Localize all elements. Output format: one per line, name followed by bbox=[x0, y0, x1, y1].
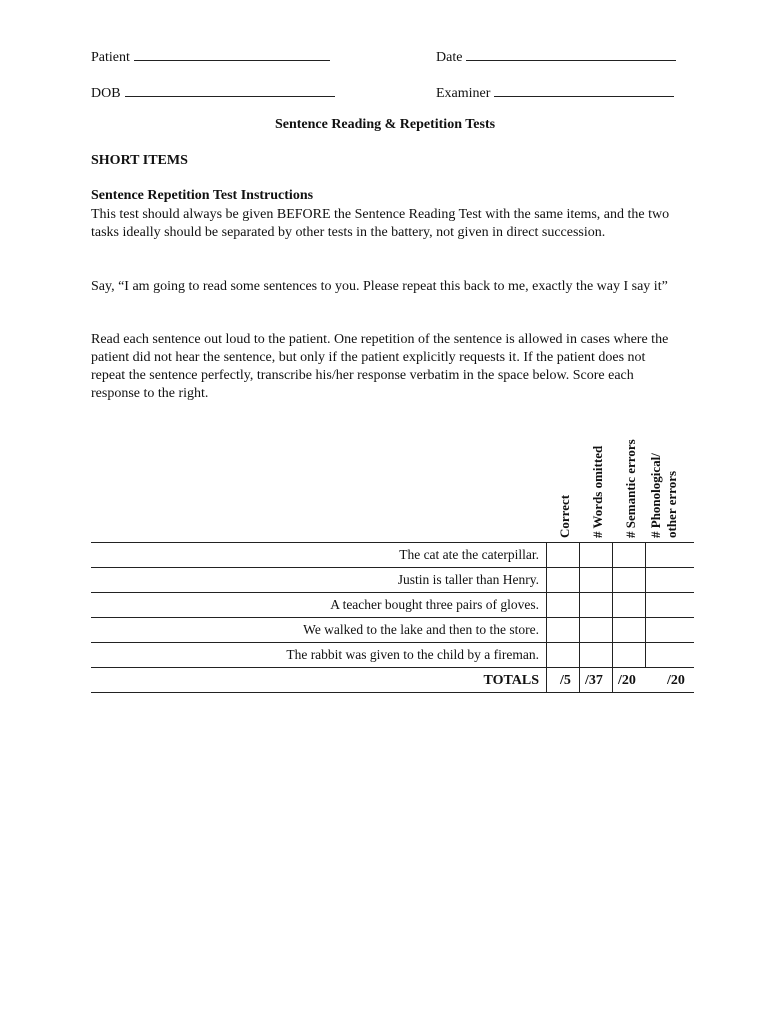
table-row bbox=[91, 642, 694, 668]
total-correct: /5 bbox=[560, 673, 571, 688]
column-header-phonological-label-2: other errors bbox=[663, 470, 679, 538]
total-phonological-cell bbox=[645, 668, 694, 692]
sentence-text: The rabbit was given to the child by a fireman. bbox=[286, 647, 539, 662]
instructions-heading: Sentence Repetition Test Instructions bbox=[91, 188, 314, 203]
score-cell-words-omitted[interactable] bbox=[579, 618, 613, 643]
sentence-text: The cat ate the caterpillar. bbox=[399, 547, 539, 562]
column-header-semantic-errors-label: # Semantic errors bbox=[622, 439, 638, 538]
patient-field[interactable] bbox=[91, 48, 330, 66]
table-row bbox=[91, 567, 694, 593]
sentence-text: Justin is taller than Henry. bbox=[397, 572, 539, 587]
score-cell-phonological[interactable] bbox=[645, 543, 695, 568]
sentence-text: We walked to the lake and then to the store. bbox=[303, 622, 539, 637]
score-cell-words-omitted[interactable] bbox=[579, 543, 613, 568]
sentence-text: A teacher bought three pairs of gloves. bbox=[330, 597, 539, 612]
patient-label: Patient bbox=[91, 50, 130, 65]
dob-line[interactable] bbox=[125, 84, 335, 97]
score-cell-semantic[interactable] bbox=[612, 618, 646, 643]
column-header-words-omitted bbox=[579, 418, 612, 542]
score-cell-semantic[interactable] bbox=[612, 593, 646, 618]
dob-field[interactable] bbox=[91, 84, 335, 102]
score-cell-phonological[interactable] bbox=[645, 568, 695, 593]
page-title: Sentence Reading & Repetition Tests bbox=[274, 117, 496, 132]
score-cell-correct[interactable] bbox=[546, 543, 580, 568]
table-row bbox=[91, 592, 694, 618]
examiner-line[interactable] bbox=[494, 84, 674, 97]
score-table bbox=[91, 418, 694, 698]
score-cell-semantic[interactable] bbox=[612, 543, 646, 568]
table-row bbox=[91, 617, 694, 643]
examiner-field[interactable] bbox=[436, 84, 674, 102]
total-semantic-cell bbox=[612, 668, 646, 692]
column-header-semantic-errors bbox=[612, 418, 645, 542]
section-heading: SHORT ITEMS bbox=[91, 153, 188, 168]
examiner-label: Examiner bbox=[436, 86, 491, 101]
total-phonological: /20 bbox=[667, 673, 685, 688]
score-cell-phonological[interactable] bbox=[645, 593, 695, 618]
patient-line[interactable] bbox=[134, 48, 330, 61]
column-header-phonological-errors bbox=[645, 418, 678, 542]
score-cell-correct[interactable] bbox=[546, 643, 580, 668]
score-cell-semantic[interactable] bbox=[612, 568, 646, 593]
column-header-correct-label: Correct bbox=[556, 494, 572, 538]
total-correct-cell bbox=[546, 668, 580, 692]
instructions-paragraph-1: This test should always be given BEFORE the Sentence Reading Test with the same items, and the two tasks ideally should be separated by other tests in the battery, not given in direct succession. bbox=[91, 207, 670, 240]
date-label: Date bbox=[436, 50, 463, 65]
score-cell-correct[interactable] bbox=[546, 568, 580, 593]
score-cell-phonological[interactable] bbox=[645, 643, 695, 668]
date-line[interactable] bbox=[466, 48, 676, 61]
score-cell-phonological[interactable] bbox=[645, 618, 695, 643]
score-cell-correct[interactable] bbox=[546, 593, 580, 618]
date-field[interactable] bbox=[436, 48, 676, 66]
dob-label: DOB bbox=[91, 86, 121, 101]
instructions-paragraph-3: Read each sentence out loud to the patient. One repetition of the sentence is allowed in cases where the patient did not hear the sentence, but only if the patient explicitly requests it. If the patient does not repeat the sentence perfectly, transcribe his/her response verbatim in the space below. Score each response to the right. bbox=[91, 332, 669, 401]
total-words-omitted-cell bbox=[579, 668, 613, 692]
score-cell-semantic[interactable] bbox=[612, 643, 646, 668]
score-cell-correct[interactable] bbox=[546, 618, 580, 643]
score-cell-words-omitted[interactable] bbox=[579, 568, 613, 593]
total-semantic: /20 bbox=[618, 673, 636, 688]
score-cell-words-omitted[interactable] bbox=[579, 593, 613, 618]
total-words-omitted: /37 bbox=[585, 673, 603, 688]
column-header-words-omitted-label: # Words omitted bbox=[589, 445, 605, 538]
column-header-correct bbox=[546, 418, 579, 542]
totals-row bbox=[91, 667, 694, 693]
score-cell-words-omitted[interactable] bbox=[579, 643, 613, 668]
column-header-phonological-label-1: # Phonological/ bbox=[647, 453, 663, 538]
table-row bbox=[91, 542, 694, 568]
instructions-paragraph-2: Say, “I am going to read some sentences to you. Please repeat this back to me, exactly the way I say it” bbox=[91, 279, 668, 294]
totals-label: TOTALS bbox=[483, 673, 539, 688]
